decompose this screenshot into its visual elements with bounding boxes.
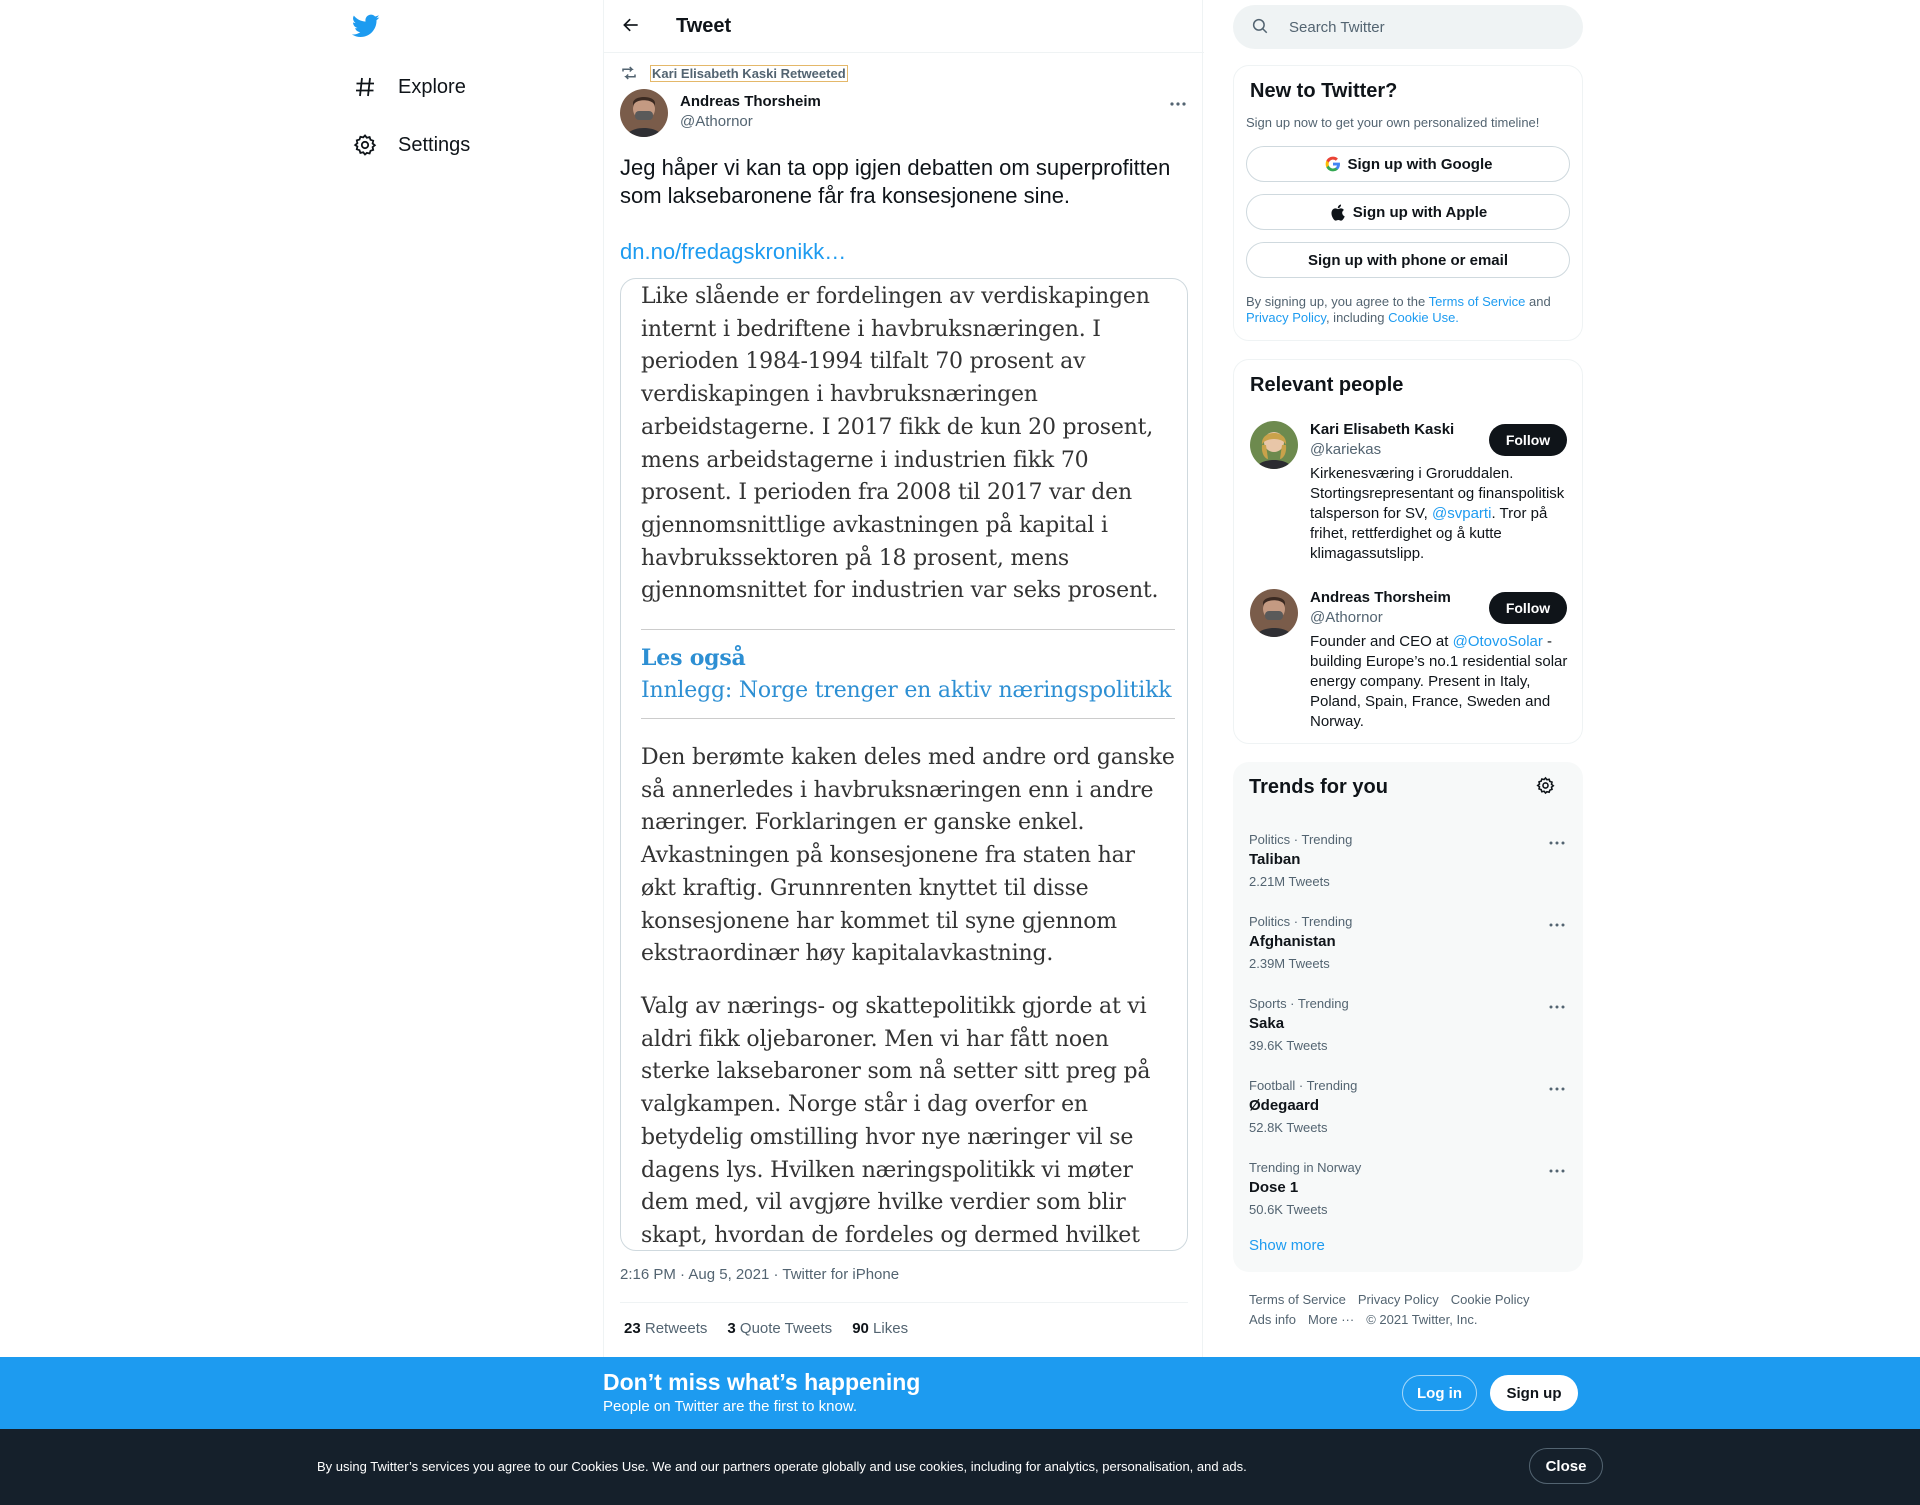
trend-count: 52.8K Tweets (1249, 1120, 1328, 1135)
tweet-date[interactable]: Aug 5, 2021 (688, 1266, 770, 1283)
nav-item-explore[interactable] (352, 62, 466, 112)
trend-item[interactable] (1233, 902, 1583, 984)
cookie-text: By using Twitter’s services you agree to our Cookies Use. We and our partners operate globally and use cookies, including for analytics, personalisation, and ads. (317, 1459, 1247, 1474)
retweets-count: 23 (624, 1320, 641, 1337)
trend-more-button[interactable] (1545, 1078, 1569, 1096)
media-divider (641, 718, 1175, 719)
bio-mention-link[interactable]: @OtovoSolar (1452, 633, 1543, 650)
tweet-media-image[interactable] (620, 278, 1188, 1251)
bio-text: Founder and CEO at (1310, 633, 1453, 650)
trend-category: Trending in Norway (1249, 1160, 1362, 1175)
signup-terms (1246, 294, 1566, 326)
retweets-label: Retweets (644, 1320, 708, 1337)
bio-mention-link[interactable]: @svparti (1432, 505, 1492, 522)
privacy-policy-link[interactable]: Privacy Policy (1246, 310, 1326, 325)
page-title: Tweet (676, 15, 732, 37)
quote-tweets-count: 3 (727, 1320, 736, 1337)
back-button[interactable] (614, 10, 648, 44)
divider (620, 1302, 1188, 1303)
footer-ads-link[interactable]: Ads info (1249, 1312, 1296, 1327)
signup-phone-email-button[interactable] (1246, 242, 1570, 278)
trend-more-button[interactable] (1545, 996, 1569, 1014)
google-icon (1324, 155, 1342, 173)
author-name[interactable]: Andreas Thorsheim (680, 93, 821, 110)
person-handle[interactable]: @kariekas (1310, 441, 1382, 458)
arrow-left-icon (621, 15, 641, 40)
tweet-link[interactable]: dn.no/fredagskronikk… (620, 239, 847, 264)
trend-category: Sports · Trending (1249, 996, 1349, 1011)
trend-item[interactable] (1233, 1148, 1583, 1230)
signup-google-label: Sign up with Google (1347, 155, 1493, 173)
bio-text: - building Europe’s no.1 residential solar energy company. Present in Italy, Poland, Spain, France, Sweden and Norway. (1310, 633, 1568, 730)
person-handle[interactable]: @Athornor (1310, 609, 1383, 626)
quote-tweets-label: Quote Tweets (739, 1320, 833, 1337)
terms-of-service-link[interactable]: Terms of Service (1428, 294, 1526, 309)
media-innlegg-link: Innlegg: Norge trenger en aktiv næringspolitikk (641, 678, 1172, 703)
footer-terms-link[interactable]: Terms of Service (1249, 1292, 1346, 1307)
search-input[interactable] (1233, 5, 1583, 49)
person-bio (1310, 464, 1572, 564)
trend-name: Ødegaard (1249, 1097, 1320, 1114)
likes-stat[interactable] (852, 1320, 908, 1337)
nav-item-settings[interactable] (352, 120, 470, 170)
footer-cookie-link[interactable]: Cookie Policy (1450, 1292, 1530, 1307)
show-more-link[interactable]: Show more (1249, 1237, 1325, 1254)
tweet-stats (624, 1320, 928, 1337)
media-paragraph-3-text: Valg av nærings- og skattepolitikk gjorde at vi aldri fikk oljebaroner. Men vi har fått noen sterke laksebaroner som nå setter sitt preg på valgkampen. Norge står i dag overfor en betydelig omstilling hvor nye næringer vil se dagens lys. Hvilken næringspolitikk vi møter dem med, vil avgjøre hvilke verdier som blir skapt, hvordan de fordeles og dermed hvilket (641, 994, 1151, 1248)
trend-more-button[interactable] (1545, 914, 1569, 932)
retweets-stat[interactable] (624, 1320, 707, 1337)
terms-including: , including (1325, 310, 1389, 325)
trend-count: 39.6K Tweets (1249, 1038, 1328, 1053)
cookie-use-link[interactable]: Cookie Use. (1388, 310, 1459, 325)
trend-name: Saka (1249, 1015, 1285, 1032)
main-header (604, 0, 1204, 53)
banner-subtitle: People on Twitter are the first to know. (603, 1398, 858, 1415)
avatar[interactable] (1250, 421, 1298, 469)
cookie-bar (0, 1429, 1920, 1505)
terms-and: and (1525, 294, 1551, 309)
trend-category: Politics · Trending (1249, 914, 1353, 929)
follow-button[interactable]: Follow (1489, 592, 1567, 624)
footer-more-link[interactable]: More ··· (1307, 1312, 1355, 1327)
footer-links (1249, 1290, 1579, 1330)
more-dots-icon (1169, 94, 1187, 112)
gear-icon (1536, 776, 1555, 800)
trend-count: 50.6K Tweets (1249, 1202, 1328, 1217)
trend-category: Politics · Trending (1249, 832, 1353, 847)
retweet-context (620, 64, 848, 82)
banner-title: Don’t miss what’s happening (603, 1369, 921, 1395)
trend-count: 2.39M Tweets (1249, 956, 1330, 971)
tweet-source[interactable]: Twitter for iPhone (782, 1266, 900, 1283)
footer-privacy-link[interactable]: Privacy Policy (1357, 1292, 1439, 1307)
tweet-text: Jeg håper vi kan ta opp igjen debatten om superprofitten som laksebaronene får fra konsesjonene sine. (620, 155, 1171, 208)
tweet-meta: 2:16 PM · Aug 5, 2021 · Twitter for iPhone (620, 1266, 900, 1283)
person-name[interactable]: Andreas Thorsheim (1310, 589, 1451, 606)
nav-label-settings: Settings (398, 133, 471, 156)
author-handle[interactable]: @Athornor (680, 113, 753, 130)
trend-more-button[interactable] (1545, 832, 1569, 850)
signup-button[interactable]: Sign up (1490, 1375, 1578, 1411)
trend-item[interactable] (1233, 820, 1583, 902)
new-to-twitter-subtitle: Sign up now to get your own personalized timeline! (1246, 115, 1540, 130)
trend-name: Taliban (1249, 851, 1301, 868)
quote-tweets-stat[interactable] (727, 1320, 832, 1337)
trend-count: 2.21M Tweets (1249, 874, 1330, 889)
relevant-people-title: Relevant people (1250, 374, 1404, 396)
signup-google-button[interactable] (1246, 146, 1570, 182)
more-dots-icon (1549, 1078, 1565, 1096)
main-column (603, 0, 1203, 1505)
trend-name: Afghanistan (1249, 933, 1336, 950)
author-avatar[interactable] (620, 89, 668, 137)
media-paragraph-2: Den berømte kaken deles med andre ord ganske så annerledes i havbruksnæringen enn i andre næringer. Forklaringen er ganske enkel. Avkastningen på konsesjonene fra staten har økt kraftig. Grunnrenten knyttet til disse konsesjonene har kommet til syne gjennom ekstraordinær høy kapitalavkastning. (641, 745, 1175, 967)
twitter-bird-icon[interactable] (352, 12, 384, 44)
search-placeholder: Search Twitter (1289, 18, 1385, 36)
login-button[interactable]: Log in (1402, 1375, 1477, 1411)
signup-phone-label: Sign up with phone or email (1307, 251, 1508, 269)
person-name[interactable]: Kari Elisabeth Kaski (1310, 421, 1455, 438)
bio-text: Kirkenesværing i Groruddalen. Stortingsrepresentant og finanspolitisk talsperson for SV, (1310, 465, 1565, 522)
person-bio (1310, 632, 1572, 732)
signup-apple-button[interactable] (1246, 194, 1570, 230)
media-les-ogsa: Les også (641, 645, 746, 671)
footer-copyright: © 2021 Twitter, Inc. (1366, 1312, 1478, 1327)
likes-label: Likes (873, 1320, 909, 1337)
trend-item[interactable] (1233, 984, 1583, 1066)
bio-text: . Tror på frihet, rettferdighet og å kutte klimagassutslipp. (1310, 505, 1548, 562)
trend-item[interactable] (1233, 1066, 1583, 1148)
trends-settings-button[interactable] (1533, 776, 1557, 800)
apple-icon (1329, 203, 1347, 221)
avatar[interactable] (1250, 589, 1298, 637)
gear-icon (352, 132, 378, 158)
trend-more-button[interactable] (1545, 1160, 1569, 1178)
trend-name: Dose 1 (1249, 1179, 1299, 1196)
retweet-icon (620, 64, 638, 82)
relevant-people-panel (1233, 359, 1583, 744)
trend-category: Football · Trending (1249, 1078, 1358, 1093)
more-dots-icon (1549, 832, 1565, 850)
new-to-twitter-panel (1233, 65, 1583, 341)
hashtag-icon (352, 74, 378, 100)
media-paragraph-1: Like slående er fordelingen av verdiskapingen internt i bedriftene i havbruksnæringen. I perioden 1984-1994 tilfalt 70 prosent av verdiskapingen i havbruksnæringen arbeidstagerne. I 2017 fikk de kun 20 prosent, mens arbeidstagerne i industrien fikk 70 prosent. I perioden fra 2008 til 2017 var den gjennomsnittlige avkastningen på kapital i havbrukssektoren på 18 prosent, mens gjennomsnittet for industrien var seks prosent. (641, 284, 1159, 604)
tweet-more-button[interactable] (1164, 92, 1192, 114)
media-divider (641, 629, 1175, 630)
media-paragraph-3 (641, 991, 1176, 1251)
trends-panel (1233, 762, 1583, 1272)
trends-title: Trends for you (1249, 776, 1388, 798)
terms-prefix: By signing up, you agree to the (1246, 294, 1429, 309)
nav-label-explore: Explore (398, 75, 466, 98)
more-dots-icon (1549, 914, 1565, 932)
search-icon (1251, 17, 1271, 37)
more-dots-icon (1549, 1160, 1565, 1178)
tweet-time[interactable]: 2:16 PM (620, 1266, 676, 1283)
more-dots-icon (1549, 996, 1565, 1014)
new-to-twitter-title: New to Twitter? (1250, 80, 1398, 102)
signup-apple-label: Sign up with Apple (1352, 203, 1488, 221)
cookie-close-button[interactable]: Close (1529, 1448, 1603, 1484)
signup-banner (0, 1357, 1920, 1429)
follow-button[interactable]: Follow (1489, 424, 1567, 456)
retweeted-by-link[interactable]: Kari Elisabeth Kaski Retweeted (652, 65, 846, 81)
likes-count: 90 (852, 1320, 869, 1337)
